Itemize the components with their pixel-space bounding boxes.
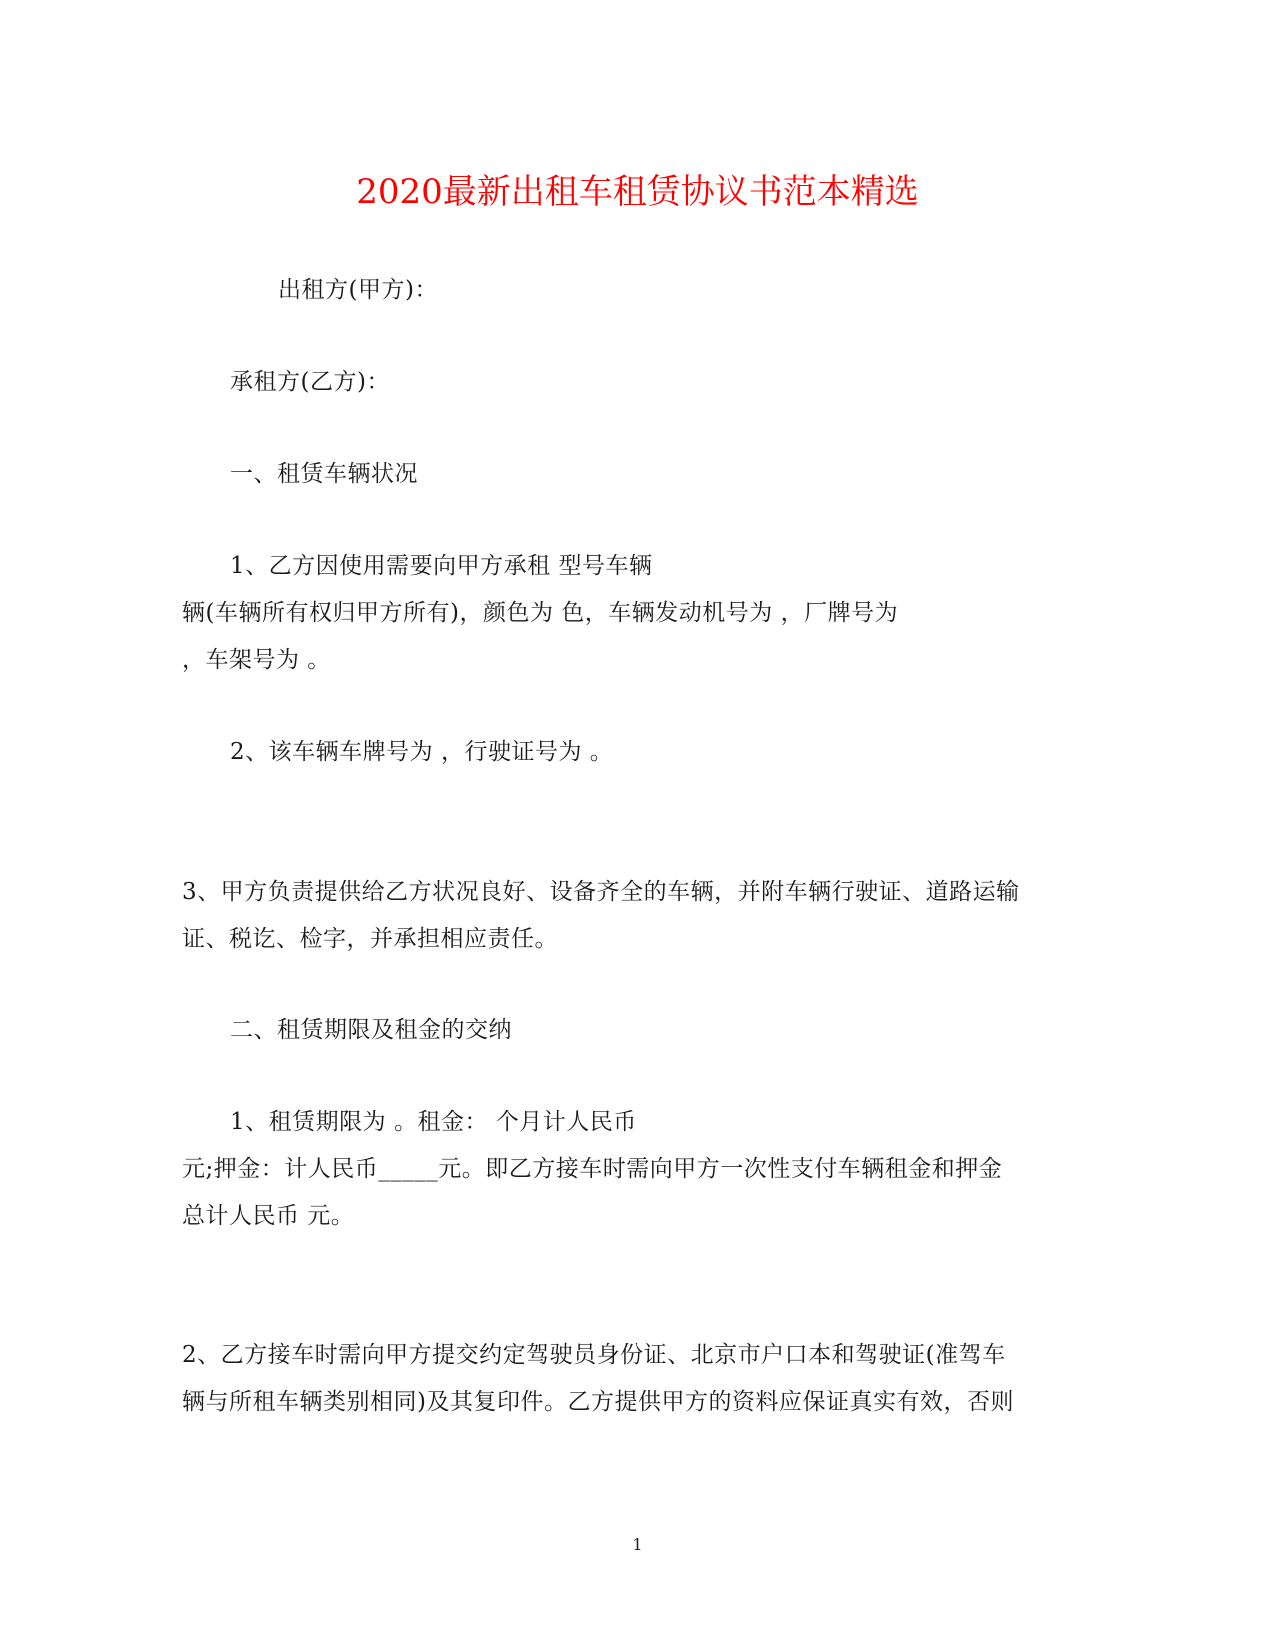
document-title: 2020最新出租车租赁协议书范本精选: [356, 172, 919, 212]
paragraph-line: 2、该车辆车牌号为 ，行驶证号为 。: [230, 739, 614, 765]
paragraph-line: 1、租赁期限为 。租金： 个月计人民币: [230, 1109, 637, 1135]
paragraph-line: 3、甲方负责提供给乙方状况良好、设备齐全的车辆，并附车辆行驶证、道路运输: [182, 879, 1020, 905]
paragraph-line: 辆与所租车辆类别相同)及其复印件。乙方提供甲方的资料应保证真实有效，否则: [182, 1389, 1014, 1415]
paragraph-line: 辆(车辆所有权归甲方所有)，颜色为 色，车辆发动机号为 ，厂牌号为: [182, 600, 899, 626]
paragraph-line: 证、税讫、检字，并承担相应责任。: [182, 926, 558, 952]
lessee-line: 承租方(乙方)：: [230, 369, 390, 395]
paragraph-line: 总计人民币 元。: [182, 1203, 355, 1229]
paragraph-line: 元;押金：计人民币_____元。即乙方接车时需向甲方一次性支付车辆租金和押金: [182, 1156, 1003, 1182]
paragraph-line: 2、乙方接车时需向甲方提交约定驾驶员身份证、北京市户口本和驾驶证(准驾车: [182, 1342, 1006, 1368]
paragraph-line: ，车架号为 。: [182, 647, 331, 673]
section-heading-1: 一、租赁车辆状况: [230, 461, 418, 487]
page-number: 1: [632, 1535, 643, 1554]
paragraph-line: 1、乙方因使用需要向甲方承租 型号车辆: [230, 553, 653, 579]
section-heading-2: 二、租赁期限及租金的交纳: [230, 1017, 512, 1043]
lessor-line: 出租方(甲方)：: [278, 277, 438, 303]
